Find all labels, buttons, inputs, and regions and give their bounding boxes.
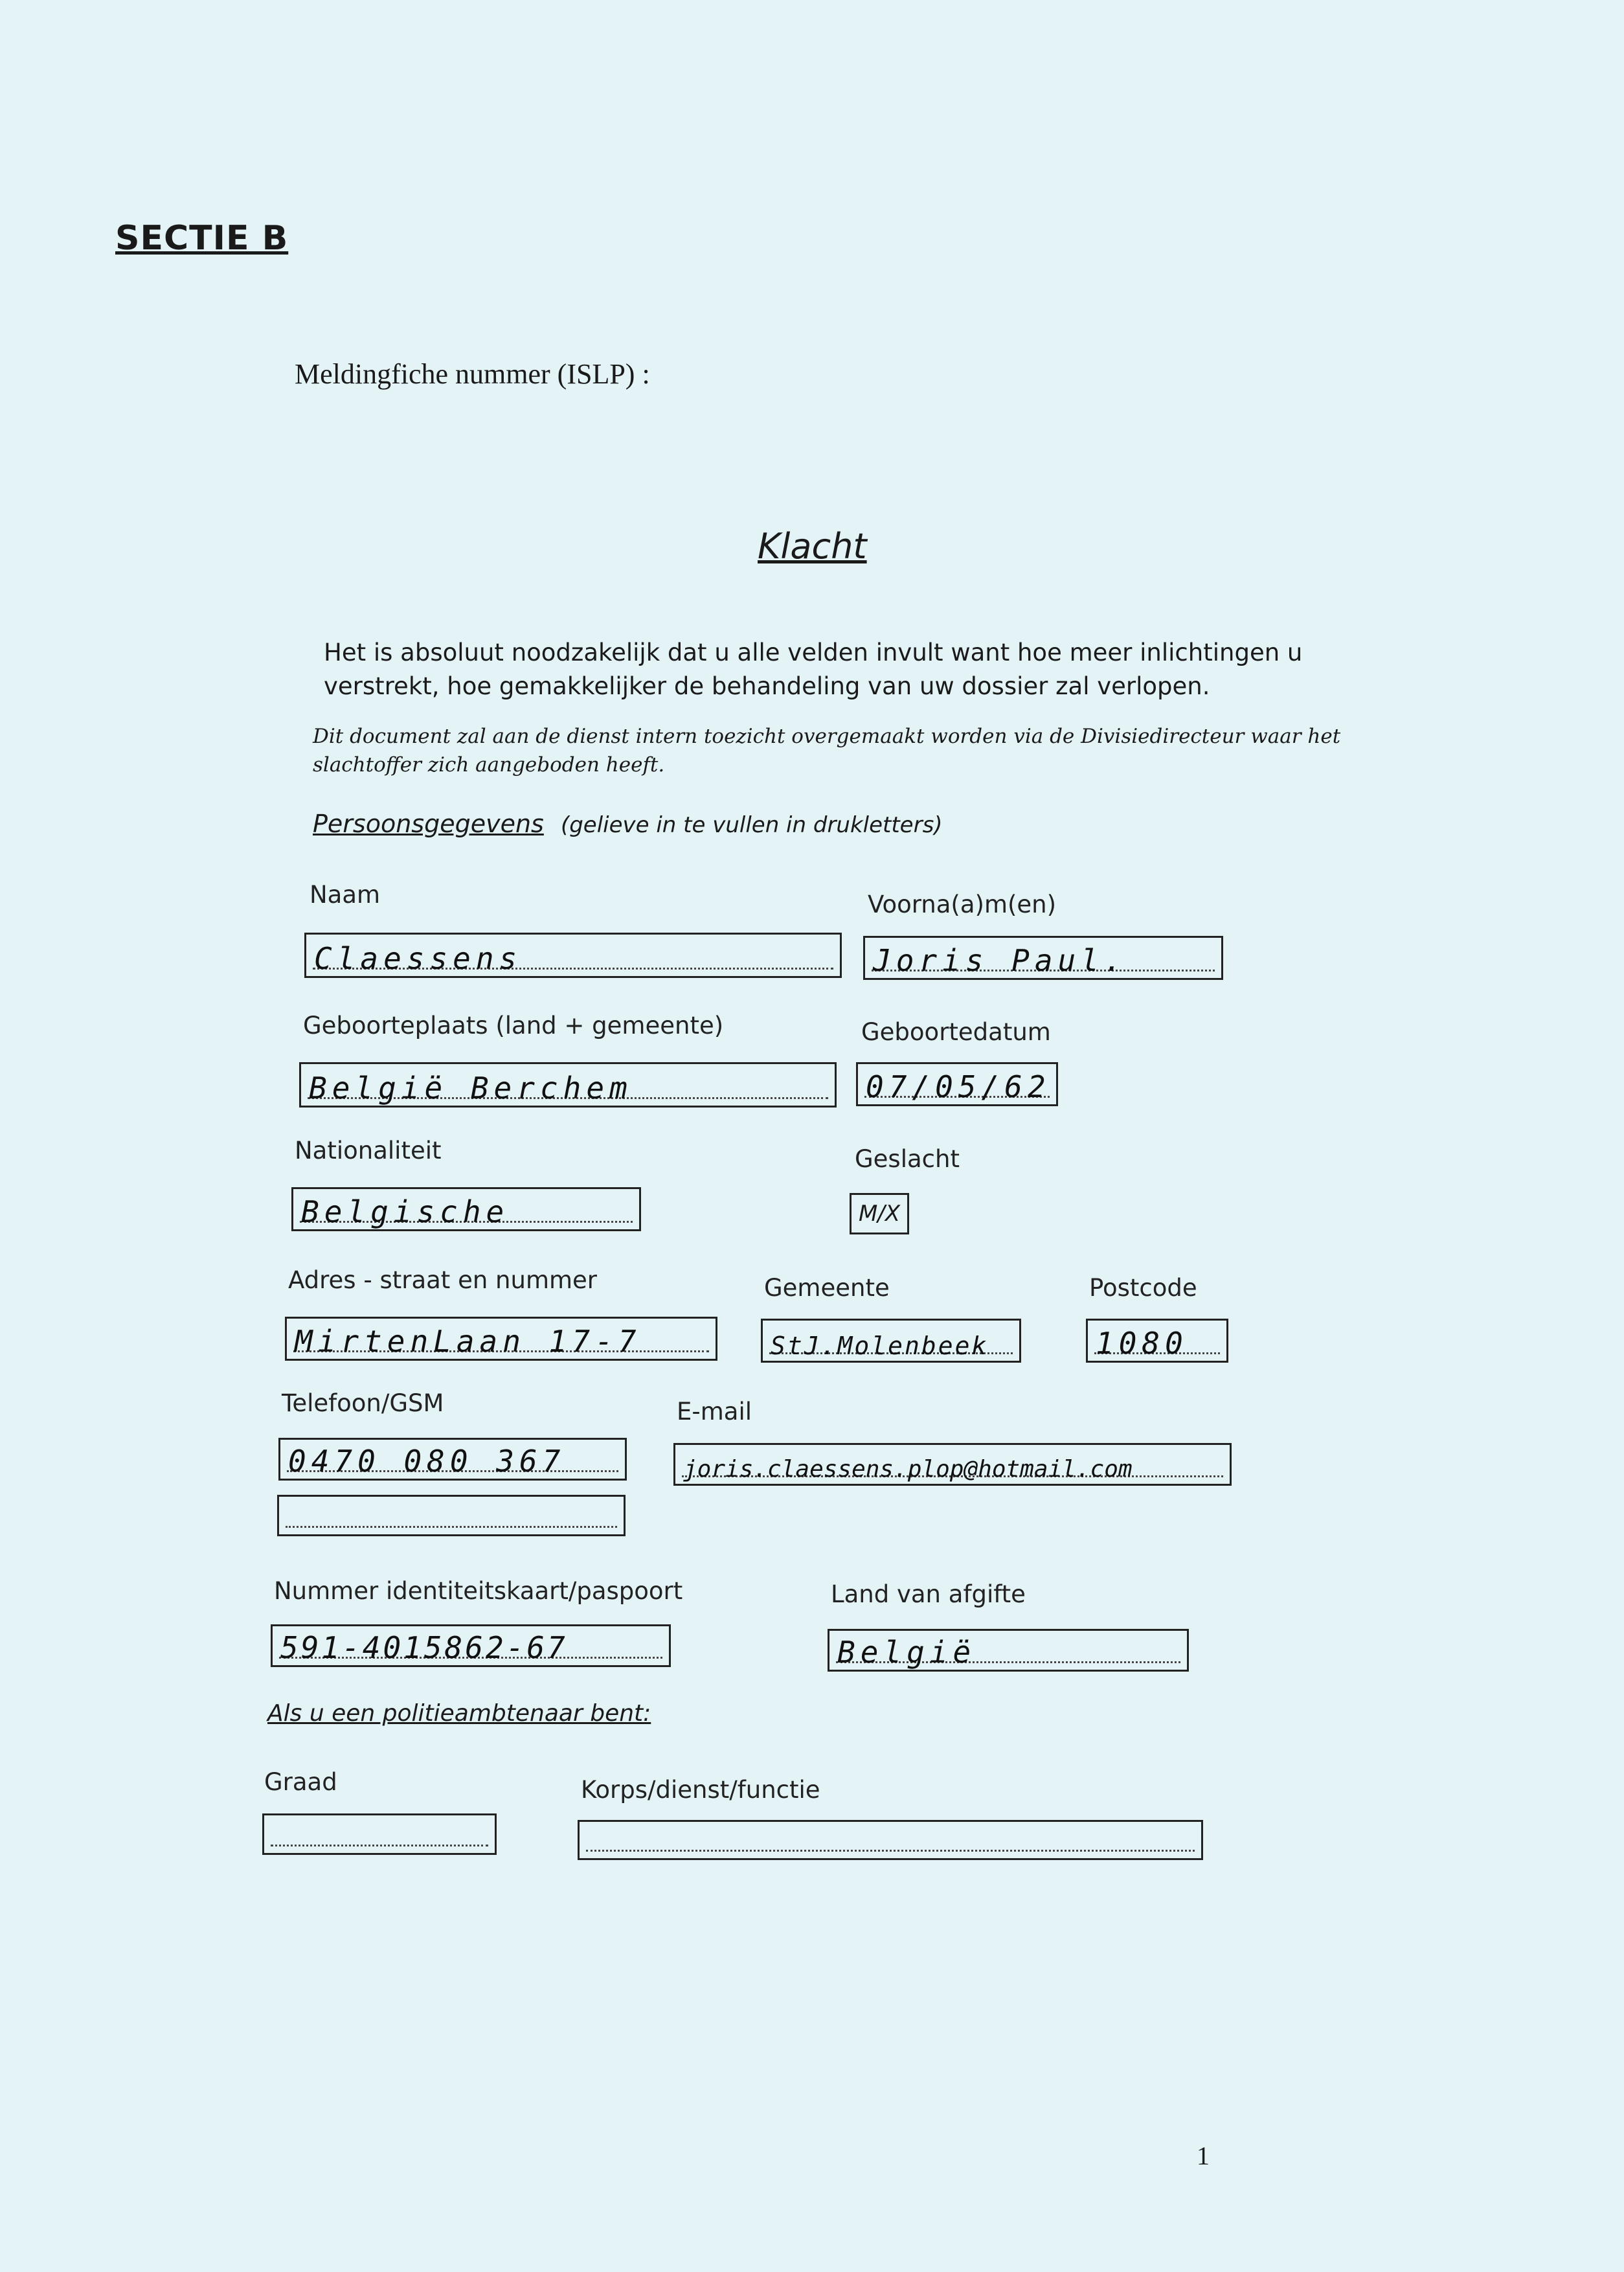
telefoon-value: 0470 080 367 <box>288 1444 566 1479</box>
adres-value: MirtenLaan 17-7 <box>295 1324 642 1359</box>
geslacht-field[interactable] <box>850 1193 909 1234</box>
police-section-heading <box>267 1700 651 1727</box>
geboortedatum-field[interactable] <box>856 1062 1058 1106</box>
voornamen-label: Voorna(a)m(en) <box>868 891 1057 918</box>
telefoon-field[interactable] <box>278 1438 627 1481</box>
routing-note: Dit document zal aan de dienst intern toezicht overgemaakt worden via de Divisiedirecteur waar het slachtoffer zich aangeboden heeft. <box>313 725 1341 777</box>
nationaliteit-label: Nationaliteit <box>295 1137 442 1164</box>
geboorteplaats-value: België Berchem <box>309 1071 633 1106</box>
korps-field[interactable] <box>578 1820 1203 1860</box>
intro-text: Het is absoluut noodzakelijk dat u alle velden invult want hoe meer inlichtingen u verstrekt, hoe gemakkelijker de behandeling van uw dossier zal verlopen. <box>324 639 1303 700</box>
personal-hint: (gelieve in te vullen in drukletters) <box>560 812 943 838</box>
geboortedatum-value: 07/05/62 <box>866 1069 1051 1104</box>
land-afgifte-value: België <box>837 1635 976 1670</box>
geslacht-value: M/X <box>858 1201 901 1227</box>
email-field[interactable] <box>673 1443 1232 1486</box>
gemeente-field[interactable] <box>761 1319 1021 1363</box>
email-label: E-mail <box>677 1398 752 1426</box>
korps-label: Korps/dienst/functie <box>581 1776 820 1804</box>
geslacht-label: Geslacht <box>855 1145 960 1173</box>
land-afgifte-field[interactable] <box>828 1629 1189 1672</box>
identiteitskaart-field[interactable] <box>271 1624 671 1667</box>
geboorteplaats-label: Geboorteplaats (land + gemeente) <box>303 1012 724 1039</box>
naam-field[interactable] <box>304 933 842 978</box>
page-number: 1 <box>1197 2141 1210 2170</box>
adres-field[interactable] <box>285 1317 717 1361</box>
graad-field[interactable] <box>262 1813 497 1855</box>
naam-label: Naam <box>310 881 381 909</box>
document-title: Klacht <box>758 526 867 567</box>
graad-label: Graad <box>264 1768 337 1796</box>
personal-section-heading <box>313 810 943 838</box>
postcode-field[interactable] <box>1086 1319 1228 1363</box>
islp-label: Meldingfiche nummer (ISLP) : <box>295 358 650 390</box>
postcode-label: Postcode <box>1089 1274 1197 1302</box>
geboortedatum-label: Geboortedatum <box>861 1018 1051 1046</box>
nationaliteit-field[interactable] <box>291 1187 641 1231</box>
section-title: SECTIE B <box>115 219 289 258</box>
nationaliteit-value: Belgische <box>301 1194 510 1229</box>
gemeente-value: StJ.Molenbeek <box>771 1332 989 1360</box>
adres-label: Adres - straat en nummer <box>288 1266 598 1294</box>
telefoon-label: Telefoon/GSM <box>282 1389 444 1417</box>
voornamen-value: Joris Paul. <box>873 943 1127 978</box>
identiteitskaart-label: Nummer identiteitskaart/paspoort <box>274 1577 683 1605</box>
voornamen-field[interactable] <box>863 936 1223 980</box>
land-afgifte-label: Land van afgifte <box>831 1580 1026 1608</box>
gemeente-label: Gemeente <box>764 1274 890 1302</box>
police-heading-text: Als u een politieambtenaar bent: <box>267 1700 651 1727</box>
personal-heading-text: Persoonsgegevens <box>313 810 544 838</box>
postcode-value: 1080 <box>1096 1326 1188 1361</box>
naam-value: Claessens <box>314 941 523 976</box>
identiteitskaart-value: 591-4015862-67 <box>280 1630 568 1665</box>
telefoon-field-2[interactable] <box>277 1495 626 1536</box>
geboorteplaats-field[interactable] <box>299 1062 837 1108</box>
email-value: joris.claessens.plop@hotmail.com <box>683 1456 1133 1482</box>
